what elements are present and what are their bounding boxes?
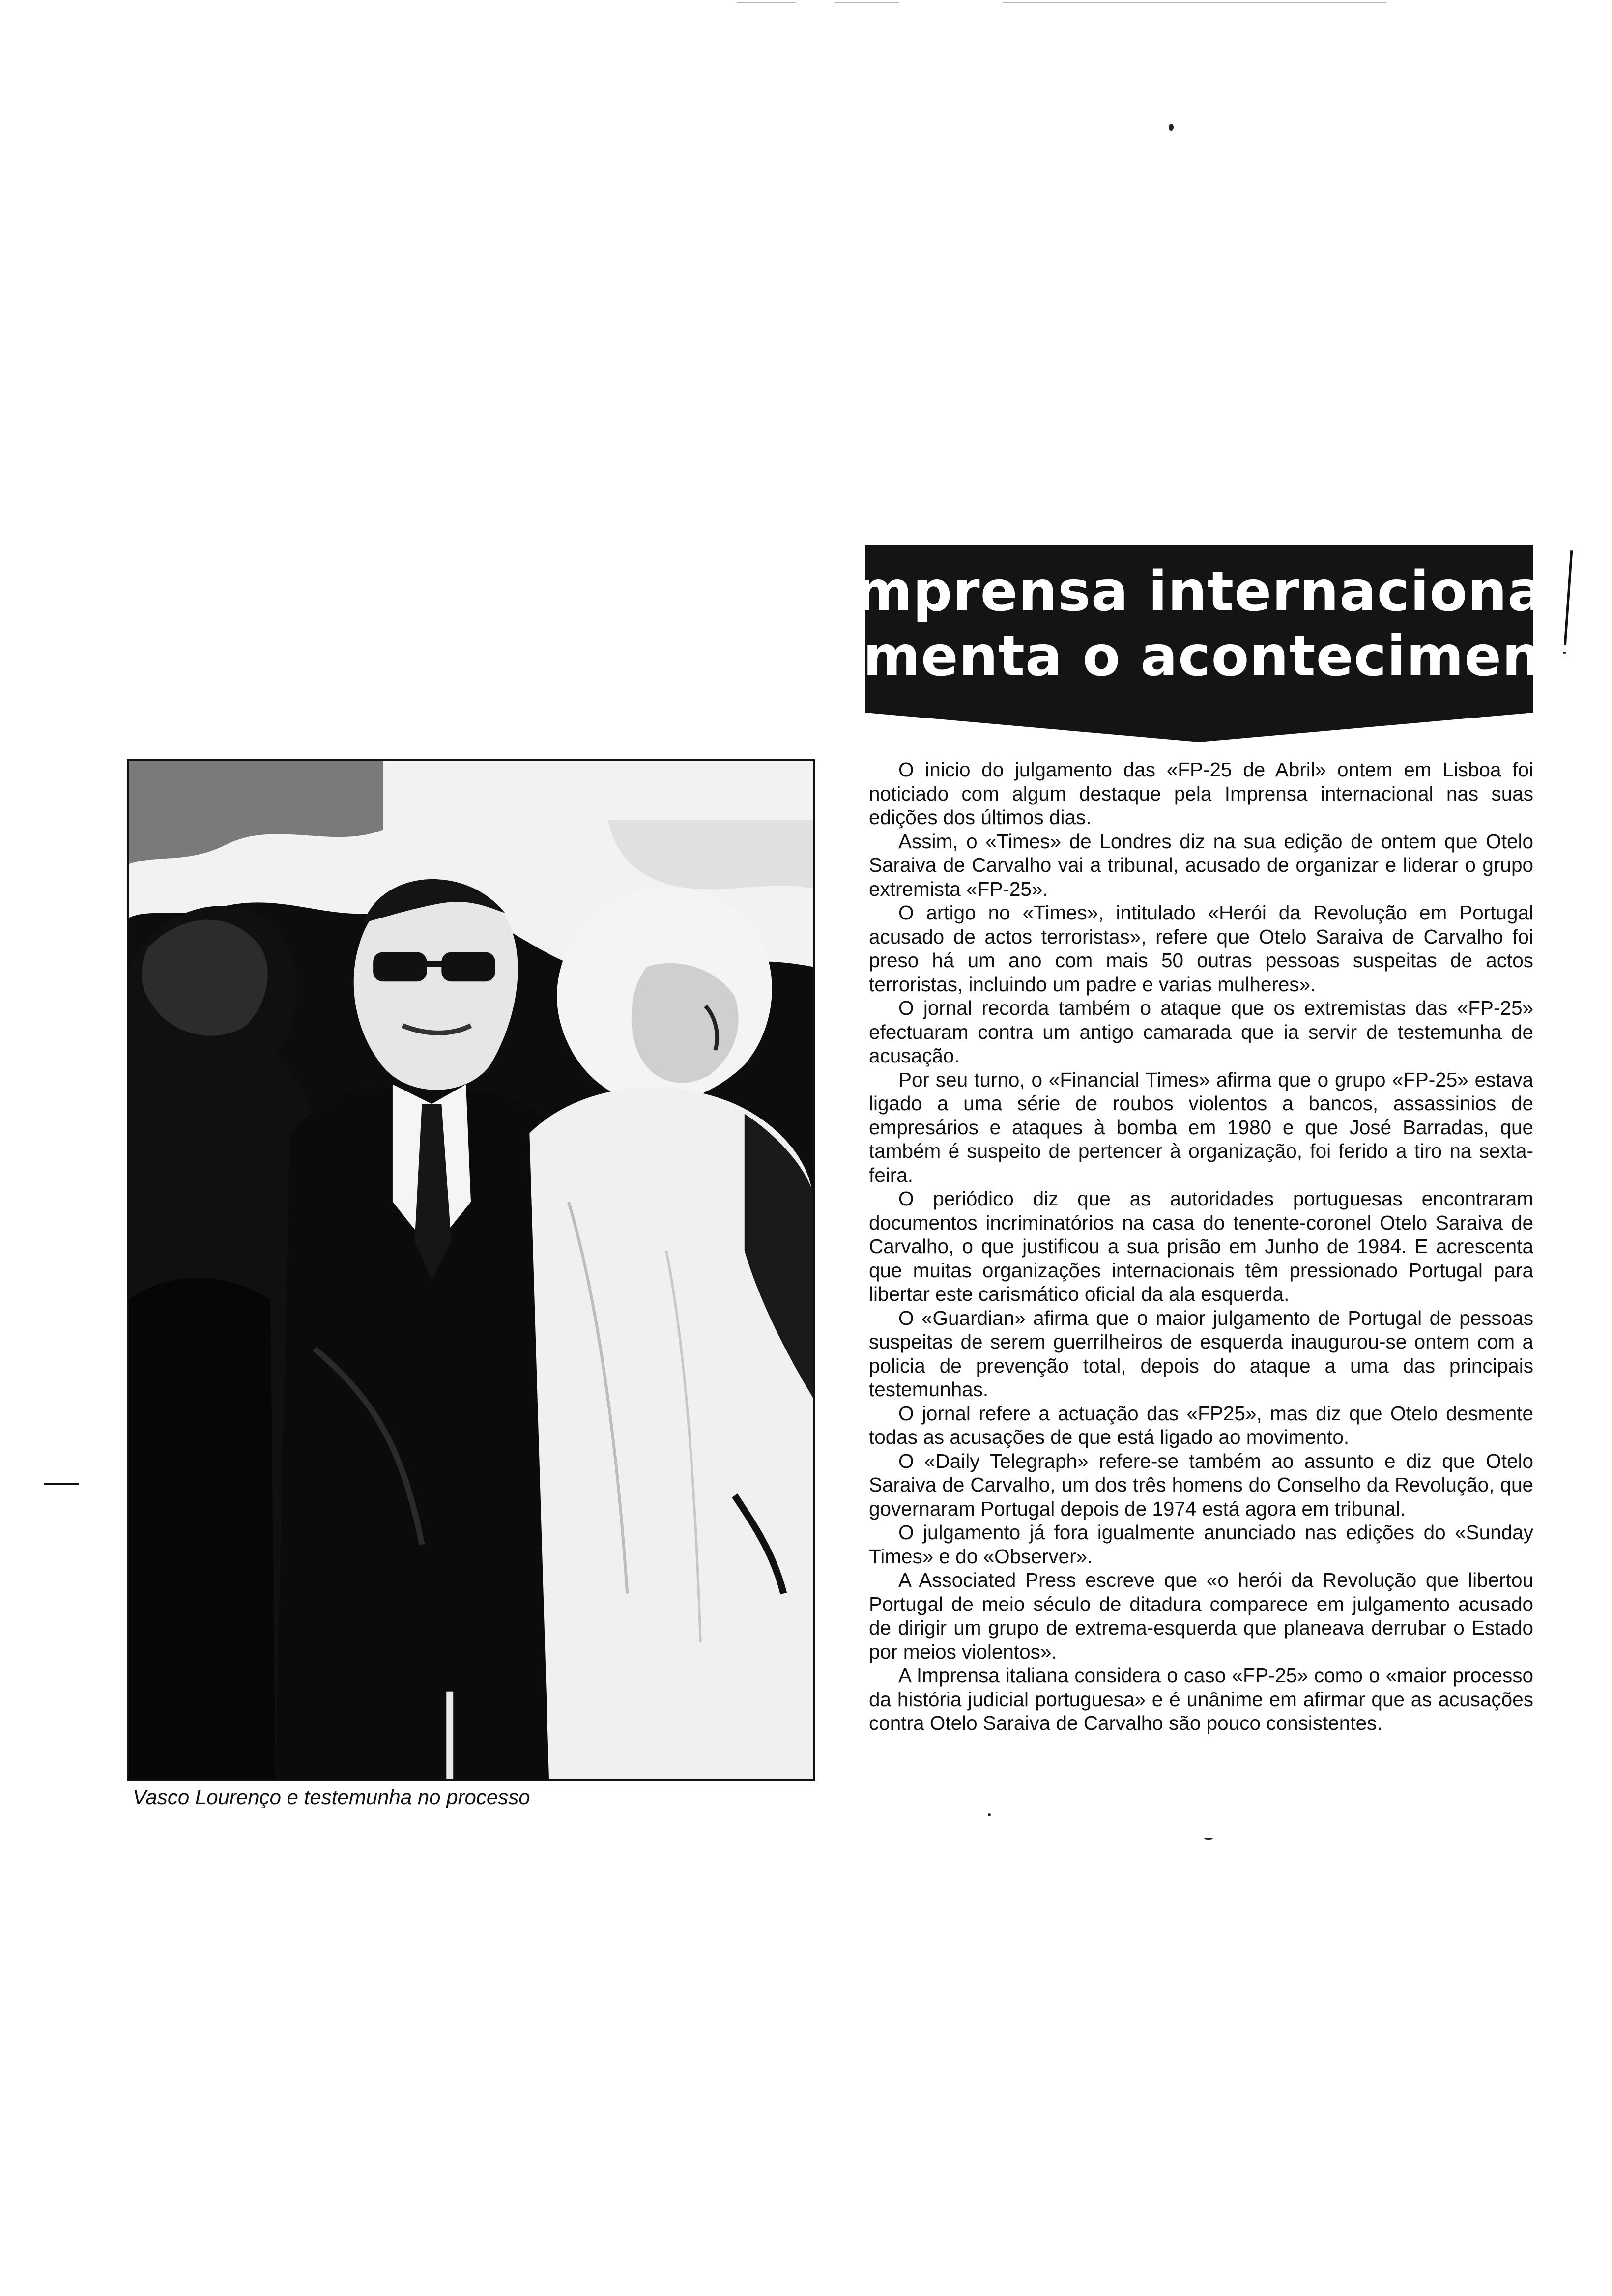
photo-caption: Vasco Lourenço e testemunha no processo (133, 1785, 530, 1808)
article-paragraph: A Associated Press escreve que «o herói da Revolução que libertou Portugal de meio século de ditadura comparece em julgamento acusado de dirigir um grupo de extrema-esquerda que planeava derrubar o Estado por meios violentos». (869, 1569, 1533, 1663)
scan-artifact-line (835, 2, 899, 3)
article-paragraph: Por seu turno, o «Financial Times» afirma que o grupo «FP-25» estava ligado a uma série de roubos violentos a bancos, assassinios de empresários e ataques à bomba em 1980 e que José Barradas, que também é suspeito de pertencer à organização, foi ferido a tiro na sexta-feira. (869, 1068, 1533, 1186)
headline-banner (791, 545, 1607, 713)
article-paragraph: O jornal recorda também o ataque que os extremistas das «FP-25» efectuaram contra um antigo camarada que ia servir de testemunha de acusação. (869, 997, 1533, 1067)
article-paragraph: O julgamento já fora igualmente anunciado nas edições do «Sunday Times» e do «Observer». (869, 1521, 1533, 1568)
article-body (869, 758, 1533, 1735)
article-paragraph: O jornal refere a actuação das «FP25», mas diz que Otelo desmente todas as acusações de que está ligado ao movimento. (869, 1402, 1533, 1448)
article-paragraph: A Imprensa italiana considera o caso «FP-25» como o «maior processo da história judicial portuguesa» e é unânime em afirmar que as acusações contra Otelo Saraiva de Carvalho são pouco consistentes. (869, 1664, 1533, 1734)
article-paragraph: O «Daily Telegraph» refere-se também ao assunto e diz que Otelo Saraiva de Carvalho, um dos três homens do Conselho da Revolução, que governaram Portugal depois de 1974 está agora em tribunal. (869, 1449, 1533, 1520)
article-paragraph: O «Guardian» afirma que o maior julgamento de Portugal de pessoas suspeitas de serem guerrilheiros de esquerda inaugurou-se ontem com a policia de prevenção total, depois do ataque a uma das principais testemunhas. (869, 1306, 1533, 1401)
news-photo (127, 759, 815, 1781)
margin-mark (44, 1483, 79, 1485)
scan-speck (1204, 1838, 1213, 1840)
article-paragraph: O inicio do julgamento das «FP-25 de Abril» ontem em Lisboa foi noticiado com algum destaque pela Imprensa internacional nas suas edições dos últimos dias. (869, 758, 1533, 829)
scan-artifact-line (737, 2, 796, 3)
scan-artifact-line (1003, 2, 1386, 3)
article-paragraph: O periódico diz que as autoridades portuguesas encontraram documentos incriminatórios na casa do tenente-coronel Otelo Saraiva de Carvalho, o que justificou a sua prisão em Junho de 1984. E acrescenta que muitas organizações internacionais têm pressionado Portugal para libertar este carismático oficial da ala esquerda. (869, 1187, 1533, 1305)
press-photo-courtroom-crowd-icon (129, 761, 813, 1779)
article-paragraph: O artigo no «Times», intitulado «Herói da Revolução em Portugal acusado de actos terroristas», refere que Otelo Saraiva de Carvalho foi preso há um ano com mais 50 outras pessoas suspeitas de actos terroristas, incluindo um padre e varias mulheres». (869, 901, 1533, 996)
headline-line-1: Imprensa internacional (834, 560, 1565, 624)
headline-line-2: comenta o acontecimento (791, 625, 1607, 689)
article-paragraph: Assim, o «Times» de Londres diz na sua edição de ontem que Otelo Saraiva de Carvalho vai a tribunal, acusado de organizar e liderar o grupo extremista «FP-25». (869, 830, 1533, 900)
scan-speck (988, 1813, 991, 1816)
scan-speck (1169, 124, 1174, 131)
